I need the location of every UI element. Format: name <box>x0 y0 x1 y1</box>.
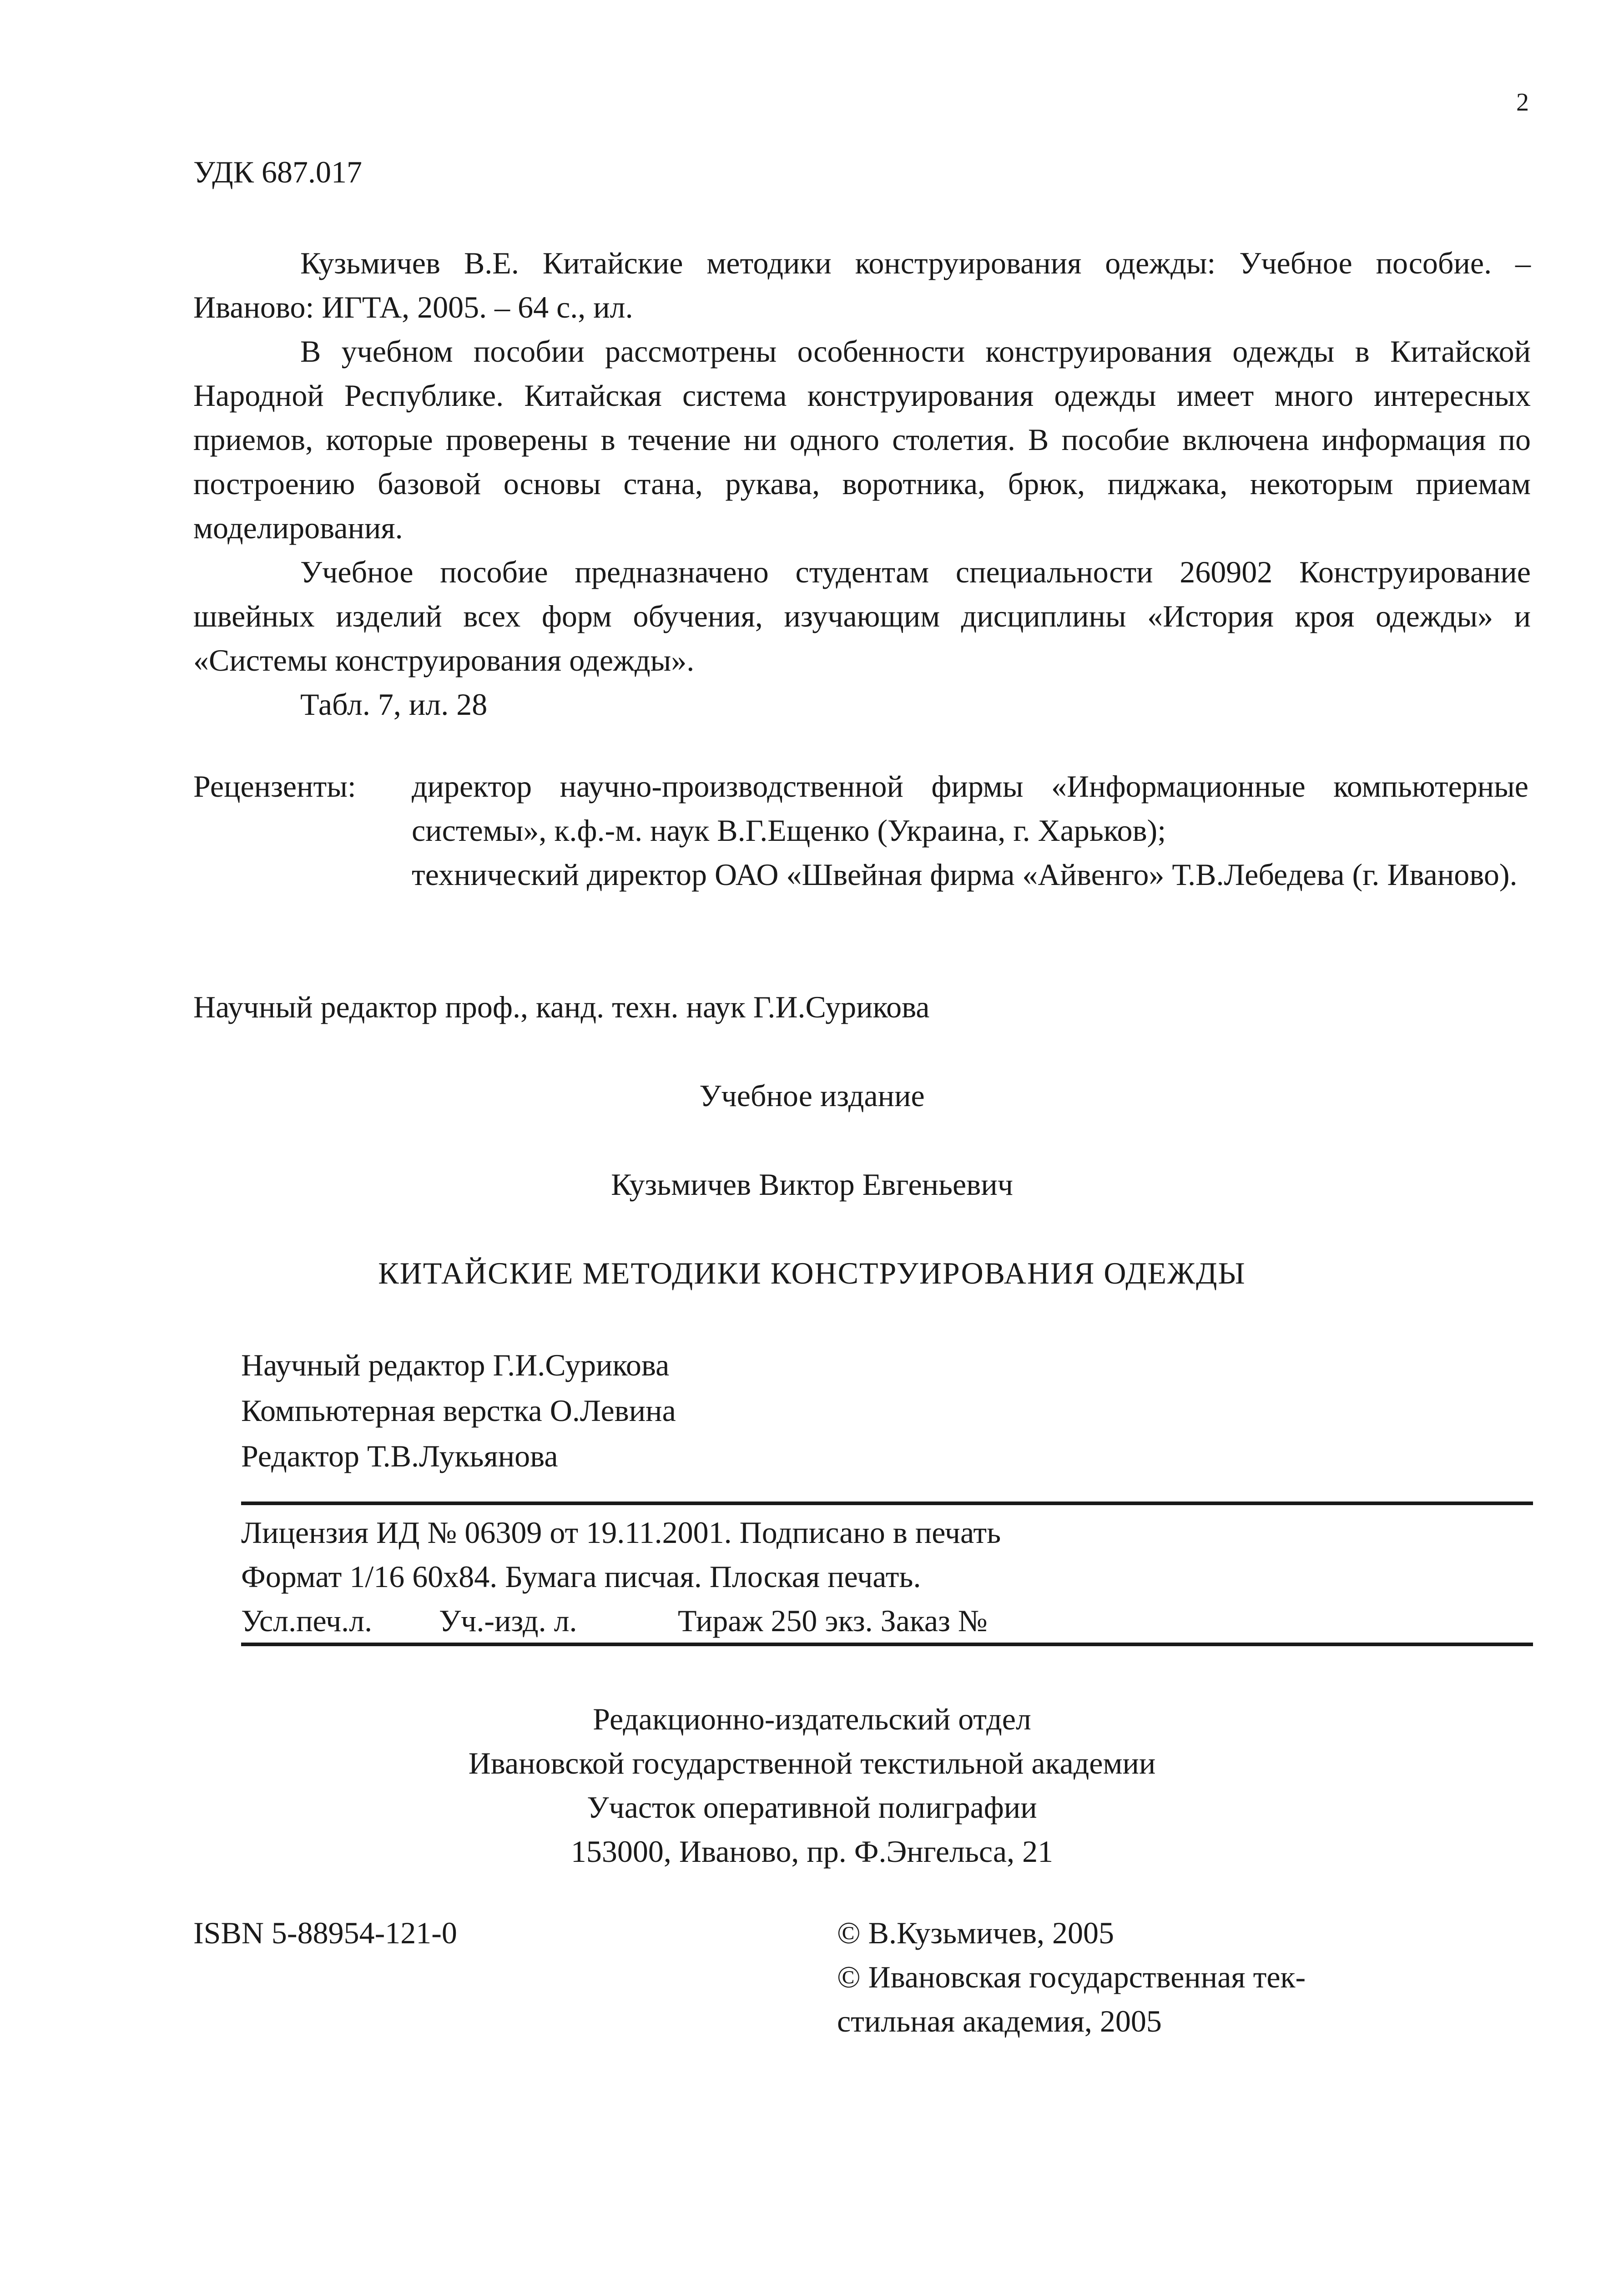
reviewer-first: директор научно-производственной фирмы «Информационные компьютерные системы», к.ф.-м. наук В.Г.Ещенко (Украина, г. Харьков); <box>412 769 1528 848</box>
bibliographic-citation: Кузьмичев В.Е. Китайские методики конструирования одежды: Учебное пособие. – Иваново: ИГТА, 2005. – 64 с., ил. <box>193 246 1531 324</box>
divider-bottom <box>241 1643 1533 1646</box>
udk-code: УДК 687.017 <box>193 155 363 189</box>
copyright-author: © В.Кузьмичев, 2005 <box>837 1916 1115 1950</box>
divider-top <box>241 1502 1533 1505</box>
copyright-academy-line-2: стильная академия, 2005 <box>837 2004 1162 2038</box>
printed-sheets: Усл.печ.л. <box>241 1603 373 1638</box>
page-number: 2 <box>1516 88 1529 116</box>
book-title: КИТАЙСКИЕ МЕТОДИКИ КОНСТРУИРОВАНИЯ ОДЕЖДЫ <box>378 1256 1246 1290</box>
format-line: Формат 1/16 60х84. Бумага писчая. Плоская печать. <box>241 1559 921 1594</box>
license-line: Лицензия ИД № 06309 от 19.11.2001. Подписано в печать <box>241 1515 1001 1550</box>
staff-credits <box>241 1342 676 1479</box>
publishing-sheets: Уч.-изд. л. <box>439 1603 577 1638</box>
staff-layout: Компьютерная верстка О.Левина <box>241 1393 676 1428</box>
reviewers-label: Рецензенты: <box>193 769 356 804</box>
publisher-department: Редакционно-издательский отдел <box>593 1702 1031 1736</box>
audience-statement: Учебное пособие предназначено студентам специальности 260902 Конструирование швейных изделий всех форм обучения, изучающим дисциплины «История кроя одежды» и «Системы конструирования одежды». <box>193 555 1531 677</box>
publisher-address: 153000, Иваново, пр. Ф.Энгельса, 21 <box>570 1834 1054 1869</box>
publisher-block <box>0 1697 1624 1874</box>
copyright-academy-line-1: © Ивановская государственная тек- <box>837 1960 1306 1994</box>
abstract-block <box>193 241 1531 727</box>
publisher-unit: Участок оперативной полиграфии <box>587 1790 1037 1825</box>
copyright-block <box>837 1911 1474 2043</box>
reviewers-list <box>412 764 1528 897</box>
reviewer-second: технический директор ОАО «Швейная фирма «Айвенго» Т.В.Лебедева (г. Иваново). <box>412 857 1518 892</box>
abstract-description: В учебном пособии рассмотрены особенности конструирования одежды в Китайской Народной Республике. Китайская система конструирования одежды имеет много интересных приемов, которые проверены в течение ни одного столетия. В пособие включена информация по построению базовой основы стана, рукава, воротника, брюк, пиджака, некоторым приемам моделирования. <box>193 334 1531 545</box>
scientific-editor-line: Научный редактор проф., канд. техн. наук Г.И.Сурикова <box>193 990 930 1024</box>
author-full-name: Кузьмичев Виктор Евгеньевич <box>611 1167 1013 1202</box>
isbn: ISBN 5-88954-121-0 <box>193 1916 457 1950</box>
tables-illustrations-count: Табл. 7, ил. 28 <box>300 687 488 722</box>
staff-copy-editor: Редактор Т.В.Лукьянова <box>241 1439 558 1473</box>
publisher-academy: Ивановской государственной текстильной академии <box>468 1746 1156 1780</box>
print-volume-line <box>241 1599 1001 1643</box>
edition-type: Учебное издание <box>699 1078 925 1113</box>
circulation-order: Тираж 250 экз. Заказ № <box>678 1603 988 1638</box>
print-info <box>241 1511 1001 1643</box>
staff-scientific-editor: Научный редактор Г.И.Сурикова <box>241 1348 670 1382</box>
